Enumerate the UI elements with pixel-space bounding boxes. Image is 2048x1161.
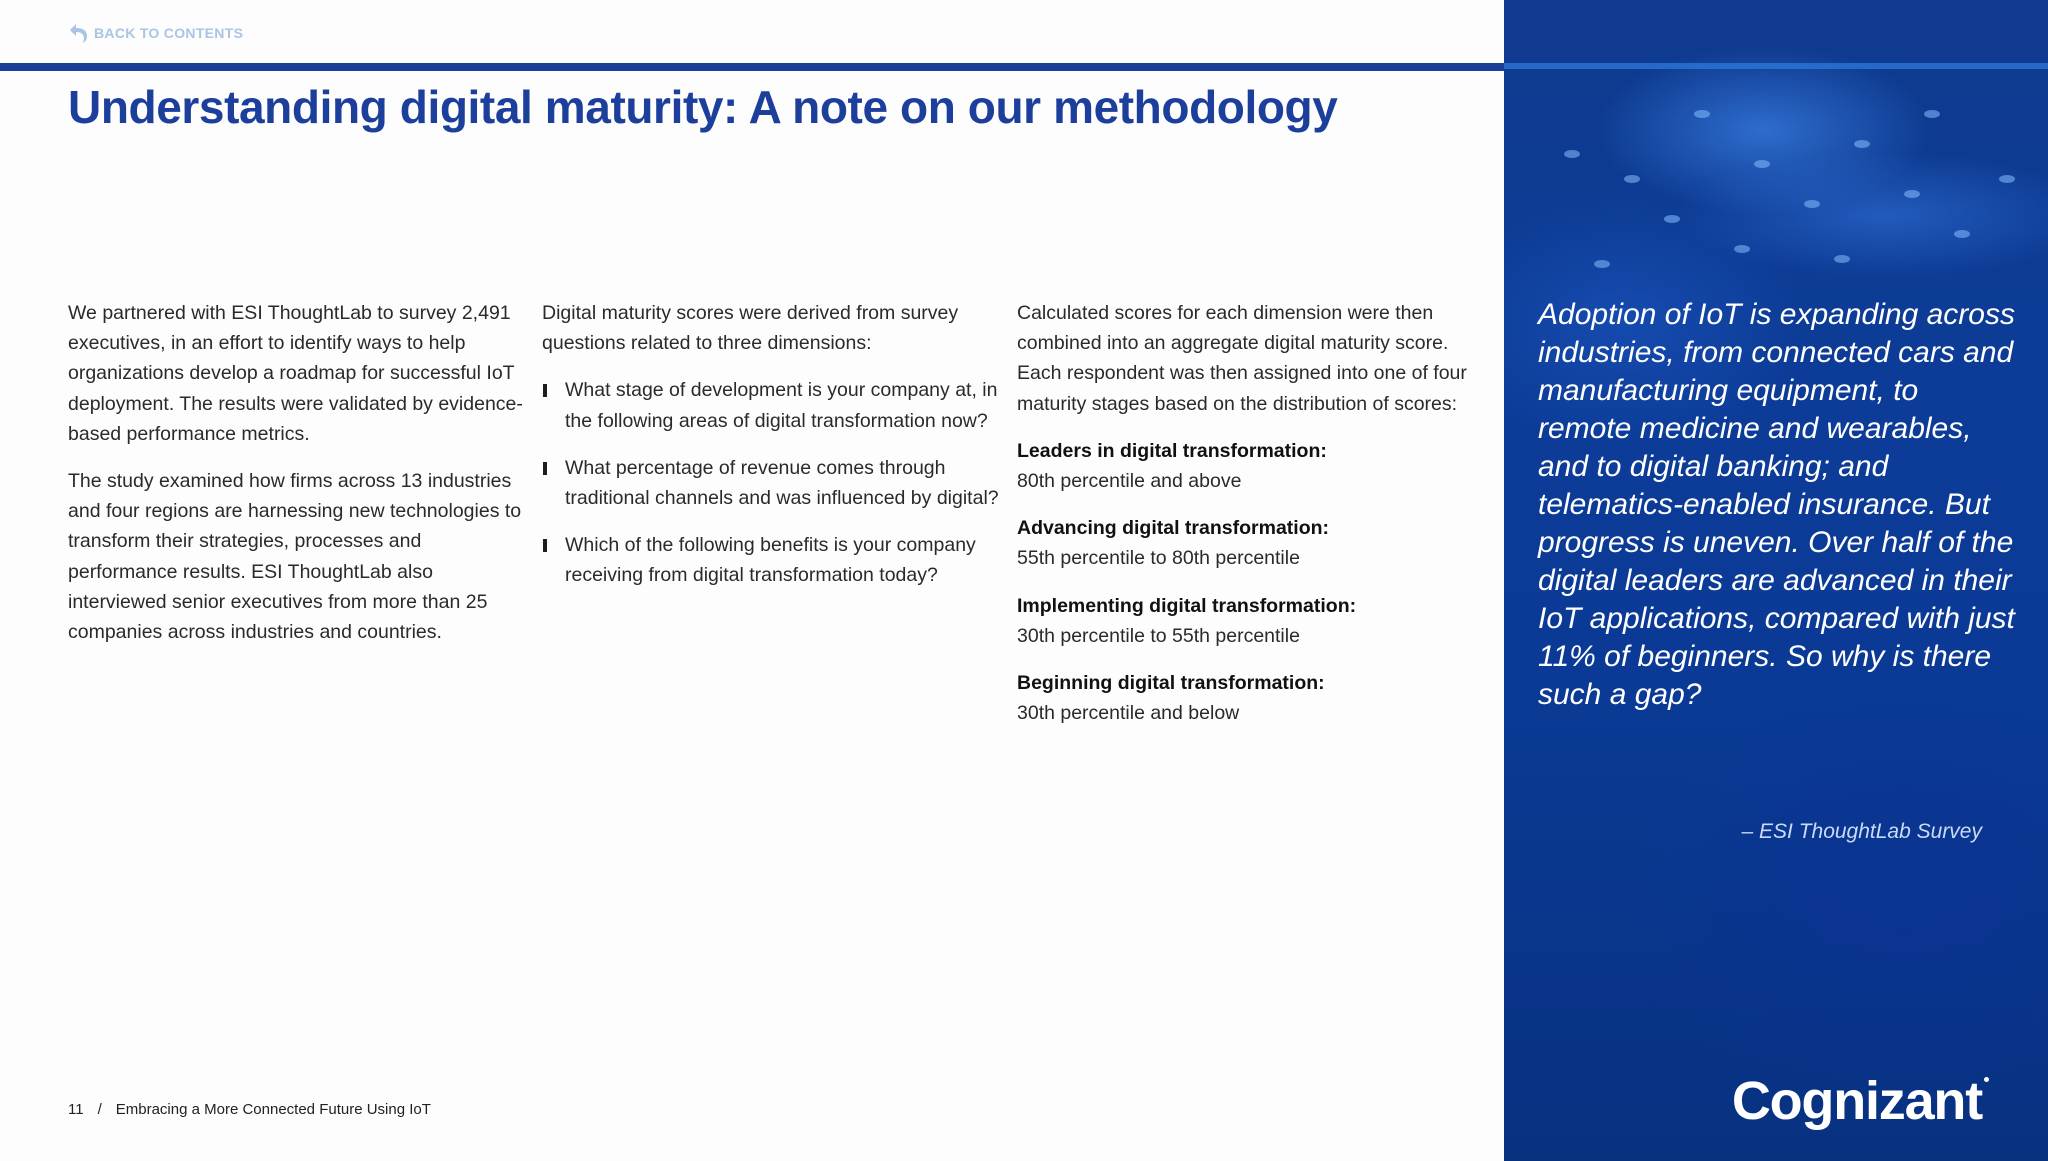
- back-to-contents-label: BACK TO CONTENTS: [94, 25, 244, 41]
- trademark-dot: [1984, 1077, 1989, 1082]
- study-paragraph: The study examined how firms across 13 industries and four regions are harnessing new technologies to transform their strategies, processes and performance results. ESI ThoughtLab also interviewed senior executives from more than 25 companies across industries and countries.: [68, 470, 522, 644]
- stage-range: 30th percentile to 55th percentile: [1017, 624, 1300, 647]
- cognizant-logo: [1731, 1071, 1982, 1131]
- survey-paragraph: We partnered with ESI ThoughtLab to survey 2,491 executives, in an effort to identify ways to help organizations develop a roadmap for successful IoT deployment. The results were validated by evidence-based performance metrics.: [68, 302, 523, 445]
- background-light-dot: [1904, 190, 1920, 198]
- back-arrow-icon: [68, 22, 88, 44]
- background-light-dot: [1854, 140, 1870, 148]
- document-title: Embracing a More Connected Future Using IoT: [115, 1101, 431, 1118]
- list-item: Which of the following benefits is your company receiving from digital transformation today?: [542, 530, 1002, 590]
- stage-implementing: [1017, 591, 1477, 651]
- background-light-dot: [1834, 255, 1850, 263]
- stage-range: 80th percentile and above: [1017, 470, 1242, 493]
- stage-range: 55th percentile to 80th percentile: [1017, 547, 1300, 570]
- quote-sidebar: [1504, 0, 2048, 1161]
- background-light-dot: [1804, 200, 1820, 208]
- footer-separator: /: [97, 1101, 102, 1118]
- back-to-contents-link[interactable]: [68, 22, 243, 44]
- stage-label: Leaders in digital transformation:: [1017, 439, 1327, 462]
- list-item: What stage of development is your company at, in the following areas of digital transformation now?: [542, 375, 1002, 435]
- stage-label: Beginning digital transformation:: [1017, 672, 1325, 695]
- stage-advancing: [1017, 513, 1477, 573]
- methodology-column-2: [542, 298, 1002, 608]
- page-number: 11: [68, 1101, 84, 1118]
- background-light-dot: [1594, 260, 1610, 268]
- stage-beginning: [1017, 668, 1477, 728]
- background-light-dot: [1999, 175, 2015, 183]
- page-title: Understanding digital maturity: A note on our methodology: [68, 81, 1338, 133]
- background-light-dot: [1924, 110, 1940, 118]
- background-light-dot: [1954, 230, 1970, 238]
- methodology-column-1: [68, 298, 528, 664]
- methodology-column-3: [1017, 298, 1477, 745]
- sidebar-divider: [1504, 63, 2048, 69]
- list-item: What percentage of revenue comes through traditional channels and was influenced by digital?: [542, 453, 1002, 513]
- background-light-dot: [1564, 150, 1580, 158]
- scoring-intro: Calculated scores for each dimension were then combined into an aggregate digital maturity score. Each respondent was then assigned into one of four maturity stages based on the distribution of scores:: [1017, 302, 1467, 415]
- background-light-dot: [1754, 160, 1770, 168]
- background-light-dot: [1734, 245, 1750, 253]
- page-footer: [68, 1101, 431, 1118]
- background-light-dot: [1664, 215, 1680, 223]
- background-light-dot: [1694, 110, 1710, 118]
- logo-wordmark: Cognizant: [1731, 1071, 1982, 1131]
- stage-leaders: [1017, 436, 1477, 496]
- quote-attribution: – ESI ThoughtLab Survey: [1741, 820, 1982, 843]
- stage-label: Implementing digital transformation:: [1017, 594, 1357, 617]
- stage-range: 30th percentile and below: [1017, 702, 1240, 725]
- stage-label: Advancing digital transformation:: [1017, 517, 1330, 540]
- background-light-dot: [1624, 175, 1640, 183]
- pull-quote: Adoption of IoT is expanding across industries, from connected cars and manufacturing equipment, to remote medicine and wearables, and to digital banking; and telematics-enabled insurance. But progress is uneven. Over half of the digital leaders are advanced in their IoT applications, compared with just 11% of beginners. So why is there such a gap?: [1538, 298, 2015, 711]
- dimensions-list: [542, 375, 1002, 590]
- dimensions-intro: Digital maturity scores were derived from survey questions related to three dimensions:: [542, 302, 959, 355]
